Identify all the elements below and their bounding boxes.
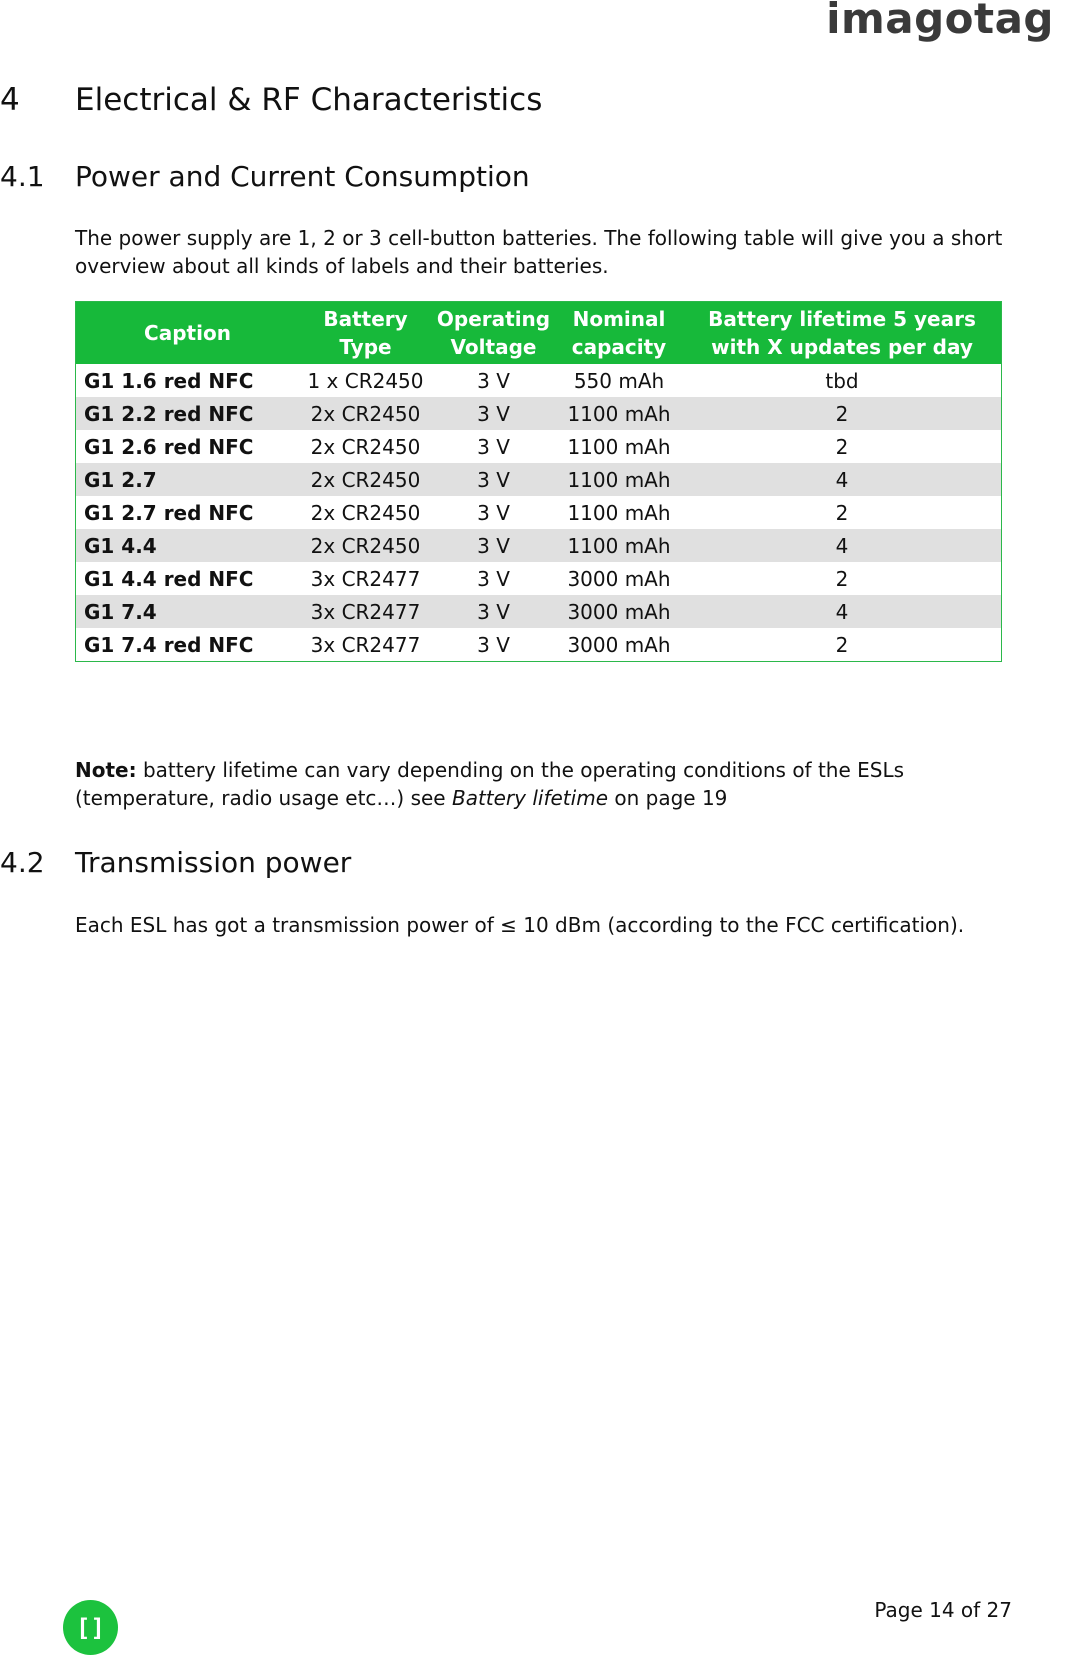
cell-lifetime: tbd (825, 368, 859, 393)
cell-lifetime: 2 (835, 434, 849, 459)
table-row (76, 562, 1002, 595)
cell-voltage: 3 V (477, 566, 510, 591)
cell-voltage: 3 V (432, 397, 555, 430)
note-suffix: on page 19 (614, 786, 728, 810)
header-caption: Caption (76, 302, 300, 365)
section-title: Electrical & RF Characteristics (75, 82, 543, 118)
table-row (76, 364, 1002, 397)
header-battery-lifetime: Battery lifetime 5 years with X updates per day (683, 302, 1002, 365)
cell-voltage: 3 V (477, 434, 510, 459)
cell-battery-type: 3x CR2477 (310, 632, 421, 657)
table-header-row (76, 302, 1002, 365)
table-row (76, 463, 1002, 496)
cell-caption: G1 2.7 red NFC (84, 500, 254, 525)
brand-badge-icon: [] (63, 1600, 118, 1655)
table-row (76, 529, 1002, 562)
cell-voltage: 3 V (477, 632, 510, 657)
cell-caption: G1 4.4 red NFC (84, 566, 254, 591)
cell-caption: G1 2.6 red NFC (84, 434, 254, 459)
subsection-heading-transmission (0, 846, 351, 879)
cell-caption: G1 1.6 red NFC (84, 368, 254, 393)
cell-capacity: 1100 mAh (567, 500, 671, 525)
table-row (76, 628, 1002, 662)
cell-capacity: 1100 mAh (555, 463, 683, 496)
table-body (76, 364, 1002, 662)
cell-voltage: 3 V (477, 368, 510, 393)
cell-battery-type: 2x CR2450 (299, 397, 432, 430)
note-label: Note: (75, 758, 137, 782)
cell-caption: G1 2.2 red NFC (76, 397, 300, 430)
header-battery-type: Battery Type (299, 302, 432, 365)
table-row (76, 595, 1002, 628)
cell-battery-type: 2x CR2450 (310, 500, 421, 525)
cell-battery-type: 3x CR2477 (299, 595, 432, 628)
cell-lifetime: 4 (683, 529, 1002, 562)
cell-caption: G1 2.7 (76, 463, 300, 496)
cell-voltage: 3 V (432, 595, 555, 628)
cell-lifetime: 2 (683, 397, 1002, 430)
cell-voltage: 3 V (432, 463, 555, 496)
cell-lifetime: 4 (683, 595, 1002, 628)
cell-voltage: 3 V (432, 529, 555, 562)
subsection-title: Power and Current Consumption (75, 160, 530, 193)
header-operating-voltage: Operating Voltage (432, 302, 555, 365)
cell-caption: G1 7.4 (76, 595, 300, 628)
table-row (76, 496, 1002, 529)
cell-battery-type: 1 x CR2450 (307, 368, 424, 393)
cell-lifetime: 4 (683, 463, 1002, 496)
cell-battery-type: 3x CR2477 (310, 566, 421, 591)
cell-capacity: 3000 mAh (555, 595, 683, 628)
note-text: battery lifetime can vary depending on the operating conditions of the ESLs (temperature, radio usage etc…) see (75, 758, 905, 810)
cell-voltage: 3 V (477, 500, 510, 525)
battery-lifetime-link[interactable]: Battery lifetime (451, 786, 608, 810)
cell-lifetime: 2 (835, 500, 849, 525)
brand-logo: imagotag (826, 0, 1054, 43)
table-row (76, 430, 1002, 463)
cell-lifetime: 2 (835, 566, 849, 591)
cell-lifetime: 2 (835, 632, 849, 657)
subsection-number: 4.2 (0, 846, 45, 879)
cell-capacity: 1100 mAh (555, 397, 683, 430)
table-row (76, 397, 1002, 430)
subsection-number: 4.1 (0, 160, 45, 193)
subsection-heading-power (0, 160, 530, 193)
cell-capacity: 3000 mAh (567, 566, 671, 591)
cell-caption: G1 4.4 (76, 529, 300, 562)
cell-battery-type: 2x CR2450 (310, 434, 421, 459)
subsection-title: Transmission power (75, 846, 352, 879)
transmission-paragraph: Each ESL has got a transmission power of ≤ 10 dBm (according to the FCC certification). (75, 913, 965, 937)
note-paragraph (75, 756, 975, 812)
cell-caption: G1 7.4 red NFC (84, 632, 254, 657)
header-nominal-capacity: Nominal capacity (555, 302, 683, 365)
cell-battery-type: 2x CR2450 (299, 463, 432, 496)
page-number: Page 14 of 27 (874, 1598, 1012, 1622)
cell-capacity: 1100 mAh (555, 529, 683, 562)
cell-battery-type: 2x CR2450 (299, 529, 432, 562)
section-number: 4 (0, 82, 20, 118)
section-heading (0, 82, 542, 118)
cell-capacity: 1100 mAh (567, 434, 671, 459)
cell-capacity: 3000 mAh (567, 632, 671, 657)
battery-table (75, 301, 1002, 662)
cell-capacity: 550 mAh (573, 368, 665, 393)
intro-paragraph: The power supply are 1, 2 or 3 cell-button batteries. The following table will give you a short overview about all kinds of labels and their batteries. (75, 226, 1003, 278)
